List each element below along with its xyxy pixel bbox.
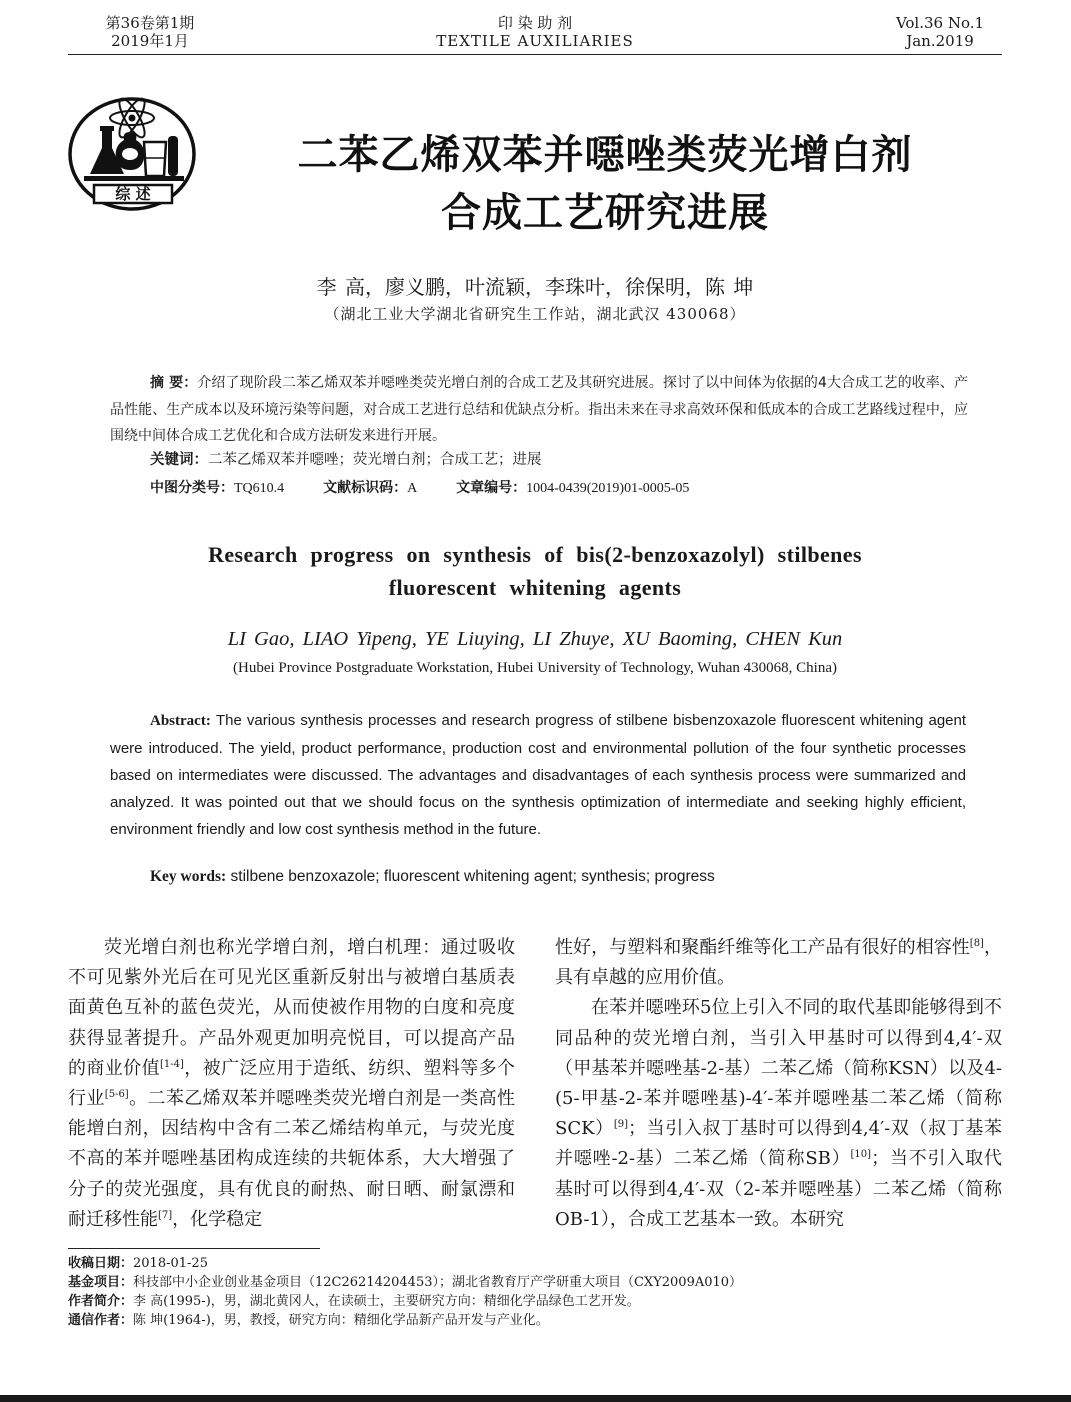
footnote-text: 李 高(1995-)，男，湖北黄冈人，在读硕士，主要研究方向：精细化学品绿色工艺开发。 <box>133 1294 640 1309</box>
authors-cn: 李 高，廖义鹏，叶流颖，李珠叶，徐保明，陈 坤 <box>316 275 754 299</box>
body-text: 荧光增白剂也称光学增白剂，增白机理：通过吸收不可见紫外光后在可见光区重新反射出与被增白基质表面黄色互补的蓝色荧光，从而使被作用物的白度和亮度获得显著提升。产品外观更加明亮悦目，可以提高产品的商业价值 <box>68 937 515 1079</box>
body-paragraph <box>68 933 515 1235</box>
footnote-text: 科技部中小企业创业基金项目（12C26214204453）；湖北省教育厅产学研重大项目（CXY2009A010） <box>133 1275 743 1290</box>
header-issue <box>95 14 205 50</box>
footnote-text: 2018-01-25 <box>133 1256 208 1271</box>
article-number-label: 文章编号： <box>456 480 527 496</box>
doc-code-value: A <box>407 481 418 496</box>
keywords-cn-label: 关键词： <box>150 451 208 468</box>
body-text: ，化学稳定 <box>172 1208 263 1230</box>
header-volume-number: Vol.36 No.1 <box>895 14 985 32</box>
footnotes <box>68 1254 968 1330</box>
body-text: ；当不引入取代基时可以得到4,4′-双（2-苯并噁唑基）二苯乙烯（简称OB-1），合成工艺基本一致。本研究 <box>555 1148 1002 1230</box>
header-issue-date: 2019年1月 <box>111 32 189 50</box>
footnote-funding <box>68 1273 968 1292</box>
footnote-rule <box>68 1248 320 1249</box>
page-bottom-bar <box>0 1395 1071 1402</box>
abstract-en <box>110 707 966 843</box>
header-journal-en: TEXTILE AUXILIARIES <box>436 32 634 50</box>
footnote-corresponding <box>68 1311 968 1330</box>
keywords-cn <box>150 448 542 469</box>
body-text: ，具有卓越的应用价值。 <box>555 937 1003 989</box>
authors-en: LI Gao, LIAO Yipeng, YE Liuying, LI Zhuye, XU Baoming, CHEN Kun <box>227 628 843 650</box>
doc-code-label: 文献标识码： <box>323 480 408 496</box>
clc-value: TQ610.4 <box>234 481 285 496</box>
footnote-label: 基金项目： <box>68 1275 134 1290</box>
review-logo-label: 综 述 <box>115 185 151 203</box>
body-text: ，被广泛应用于造纸、纺织、塑料等多个行业 <box>68 1057 516 1110</box>
body-text: 性好，与塑料和聚酯纤维等化工产品有很好的相容性 <box>555 937 970 958</box>
article-title-line2: 合成工艺研究进展 <box>441 190 769 236</box>
keywords-en-text: stilbene benzoxazole; fluorescent whitening agent; synthesis; progress <box>230 868 715 885</box>
keywords-en-label: Key words: <box>150 868 227 885</box>
review-logo-icon <box>66 96 198 212</box>
abstract-en-label: Abstract: <box>150 713 211 729</box>
clc-label: 中图分类号： <box>150 480 234 496</box>
header-volume-date: Jan.2019 <box>906 32 974 50</box>
affiliation-cn: （湖北工业大学湖北省研究生工作站，湖北武汉 430068） <box>324 305 746 323</box>
abstract-cn-text: 介绍了现阶段二苯乙烯双苯并噁唑类荧光增白剂的合成工艺及其研究进展。探讨了以中间体为依据的4大合成工艺的收率、产品性能、生产成本以及环境污染等问题，对合成工艺进行总结和优缺点分析。指出未来在寻求高效环保和低成本的合成工艺路线过程中，应围绕中间体合成工艺优化和合成方法研发来进行开展。 <box>110 375 969 444</box>
citation: [9] <box>613 1119 628 1131</box>
header-volume-en <box>880 14 1000 50</box>
article-number-value: 1004-0439(2019)01-0005-05 <box>526 481 690 496</box>
keywords-en <box>150 868 715 886</box>
affiliation-en: (Hubei Province Postgraduate Workstation, Hubei University of Technology, Wuhan 430068, China) <box>233 660 837 676</box>
abstract-cn <box>110 370 968 450</box>
abstract-cn-label: 摘 要： <box>150 375 198 391</box>
english-title-line1: Research progress on synthesis of bis(2-benzoxazolyl) stilbenes <box>208 542 862 567</box>
body-text: 。二苯乙烯双苯并噁唑类荧光增白剂是一类高性能增白剂，因结构中含有二苯乙烯结构单元，与荧光度不高的苯并噁唑基团构成连续的共轭体系，大大增强了分子的荧光强度，具有优良的耐热、耐日晒、耐氯漂和耐迁移性能 <box>68 1088 516 1230</box>
keywords-cn-text: 二苯乙烯双苯并噁唑；荧光增白剂；合成工艺；进展 <box>208 452 542 468</box>
body-column-right <box>555 933 1002 1235</box>
classification-line <box>150 477 689 497</box>
citation: [7] <box>158 1209 173 1221</box>
footnote-author-bio <box>68 1292 968 1311</box>
footnote-label: 收稿日期： <box>68 1256 134 1271</box>
footnote-label: 作者简介： <box>68 1294 134 1309</box>
footnote-label: 通信作者： <box>68 1313 134 1328</box>
header-journal-cn: 印 染 助 剂 <box>497 14 573 32</box>
body-paragraph <box>555 993 1002 1235</box>
body-column-left <box>68 933 515 1235</box>
body-paragraph <box>555 933 1002 993</box>
citation: [10] <box>850 1149 872 1161</box>
body-text: 在苯并噁唑环5位上引入不同的取代基即能够得到不同品种的荧光增白剂，当引入甲基时可以得到4,4′-双（甲基苯并噁唑基-2-基）二苯乙烯（简称KSN）以及4-(5-甲基-2-苯并噁唑基)-4′-苯并噁唑基二苯乙烯（简称SCK） <box>555 997 1002 1140</box>
abstract-en-text: The various synthesis processes and research progress of stilbene bisbenzoxazole fluorescent whitening agent were introduced. The yield, product performance, production cost and environmental pollution of the four synthetic processes based on intermediates were discussed. The advantages and disadvantages of each synthesis process were summarized and analyzed. It was pointed out that we should focus on the synthesis optimization of intermediate and seeking highly efficient, environment friendly and low cost synthesis method in the future. <box>110 712 967 838</box>
body-text: ；当引入叔丁基时可以得到4,4′-双（叔丁基苯并噁唑-2-基）二苯乙烯（简称SB） <box>555 1118 1002 1170</box>
citation: [1-4] <box>159 1058 184 1070</box>
footnote-text: 陈 坤(1964-)，男，教授，研究方向：精细化学品新产品开发与产业化。 <box>133 1313 549 1328</box>
review-logo <box>66 96 198 212</box>
article-title-line1: 二苯乙烯双苯并噁唑类荧光增白剂 <box>297 132 913 178</box>
header-rule <box>68 54 1002 55</box>
citation: [5-6] <box>104 1089 129 1101</box>
english-title-line2: fluorescent whitening agents <box>388 575 682 600</box>
citation: [8] <box>969 938 984 949</box>
footnote-received <box>68 1254 968 1273</box>
header-issue-volume: 第36卷第1期 <box>105 14 195 32</box>
header-journal <box>420 14 650 50</box>
